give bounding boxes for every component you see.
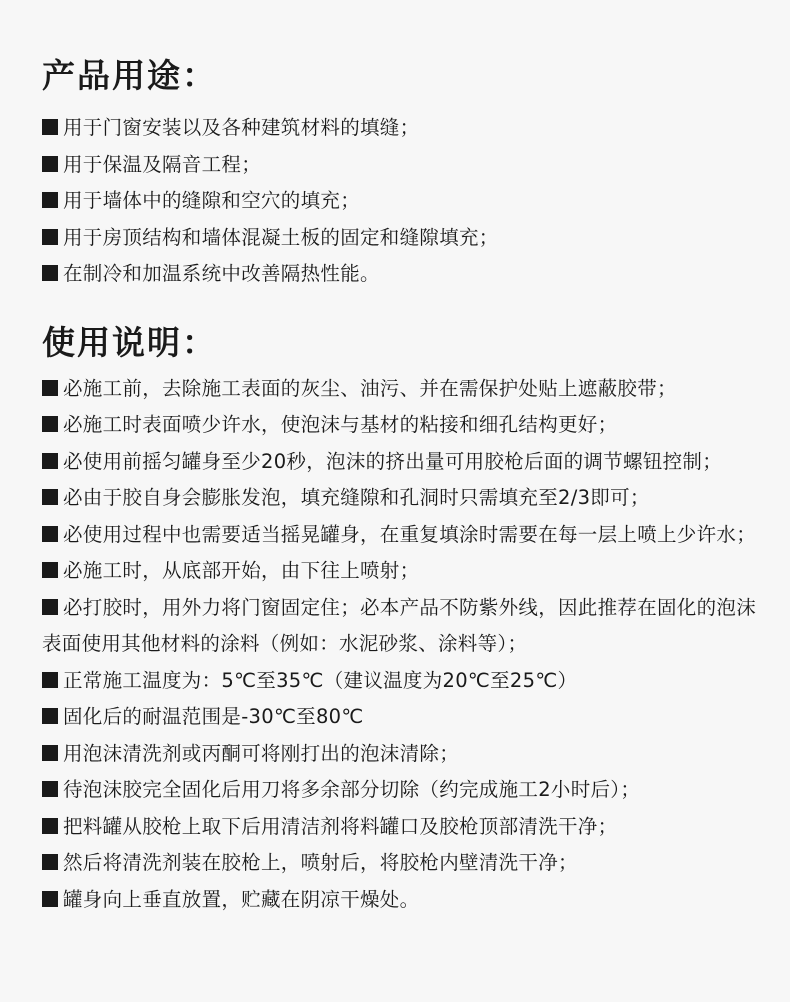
square-bullet-icon: [42, 854, 58, 870]
list-item: [42, 183, 766, 220]
square-bullet-icon: [42, 891, 58, 907]
square-bullet-icon: [42, 672, 58, 688]
list-item-text: 必施工时表面喷少许水，使泡沫与基材的粘接和细孔结构更好；: [63, 413, 618, 436]
instructions-heading: 使用说明：: [42, 322, 217, 362]
list-item-text: 固化后的耐温范围是-30℃至80℃: [63, 705, 364, 728]
list-item: [42, 699, 766, 736]
instructions-section: [42, 293, 766, 919]
square-bullet-icon: [42, 119, 58, 135]
list-item: [42, 517, 766, 554]
list-item-text: 罐身向上垂直放置，贮藏在阴凉干燥处。: [63, 887, 420, 911]
square-bullet-icon: [42, 599, 58, 615]
square-bullet-icon: [42, 229, 58, 245]
usage-list: [42, 110, 766, 293]
square-bullet-icon: [42, 818, 58, 834]
list-item-text: 必打胶时，用外力将门窗固定住；必本产品不防紫外线，因此推荐在固化的泡沫表面使用其他材料的涂料（例如：水泥砂浆、涂料等）；: [42, 595, 757, 655]
list-item: [42, 882, 766, 919]
list-item: [42, 110, 766, 147]
list-item: [42, 736, 766, 773]
list-item: [42, 256, 766, 293]
list-item: [42, 147, 766, 184]
list-item-text: 在制冷和加温系统中改善隔热性能。: [63, 262, 380, 285]
list-item: [42, 444, 766, 481]
square-bullet-icon: [42, 489, 58, 505]
square-bullet-icon: [42, 526, 58, 542]
list-item-text: 用于墙体中的缝隙和空穴的填充；: [63, 189, 361, 212]
list-item-text: 正常施工温度为：5℃至35℃（建议温度为20℃至25℃）: [63, 668, 578, 692]
list-item: [42, 371, 766, 408]
list-item: [42, 809, 766, 846]
square-bullet-icon: [42, 265, 58, 281]
list-item-text: 待泡沫胶完全固化后用刀将多余部分切除（约完成施工2小时后）；: [63, 778, 641, 801]
list-item-text: 必由于胶自身会膨胀发泡，填充缝隙和孔洞时只需填充至2/3即可；: [63, 486, 650, 509]
list-item: [42, 772, 766, 809]
list-item-text: 把料罐从胶枪上取下后用清洁剂将料罐口及胶枪顶部清洗干净；: [63, 814, 618, 838]
list-item-text: 用于保温及隔音工程；: [63, 152, 262, 176]
square-bullet-icon: [42, 745, 58, 761]
square-bullet-icon: [42, 416, 58, 432]
list-item-text: 用于门窗安装以及各种建筑材料的填缝；: [63, 116, 420, 139]
square-bullet-icon: [42, 192, 58, 208]
list-item-text: 必使用前摇匀罐身至少20秒，泡沫的挤出量可用胶枪后面的调节螺钮控制；: [63, 449, 723, 473]
usage-heading: 产品用途：: [42, 56, 217, 95]
usage-section: [42, 0, 766, 293]
instructions-list: [42, 371, 766, 919]
square-bullet-icon: [42, 380, 58, 396]
list-item-text: 然后将清洗剂装在胶枪上，喷射后，将胶枪内壁清洗干净；: [63, 851, 578, 874]
list-item-text: 用泡沫清洗剂或丙酮可将刚打出的泡沫清除；: [63, 741, 460, 765]
list-item: [42, 407, 766, 444]
list-item: [42, 845, 766, 882]
list-item: [42, 480, 766, 517]
list-item-text: 必施工时，从底部开始，由下往上喷射；: [63, 559, 420, 582]
list-item: [42, 553, 766, 590]
square-bullet-icon: [42, 453, 58, 469]
list-item: [42, 590, 766, 663]
square-bullet-icon: [42, 781, 58, 797]
list-item: [42, 220, 766, 257]
list-item-text: 用于房顶结构和墙体混凝土板的固定和缝隙填充；: [63, 225, 499, 249]
square-bullet-icon: [42, 708, 58, 724]
square-bullet-icon: [42, 156, 58, 172]
list-item: [42, 663, 766, 700]
list-item-text: 必施工前，去除施工表面的灰尘、油污、并在需保护处贴上遮蔽胶带；: [63, 376, 677, 400]
square-bullet-icon: [42, 562, 58, 578]
list-item-text: 必使用过程中也需要适当摇晃罐身，在重复填涂时需要在每一层上喷上少许水；: [63, 522, 757, 546]
